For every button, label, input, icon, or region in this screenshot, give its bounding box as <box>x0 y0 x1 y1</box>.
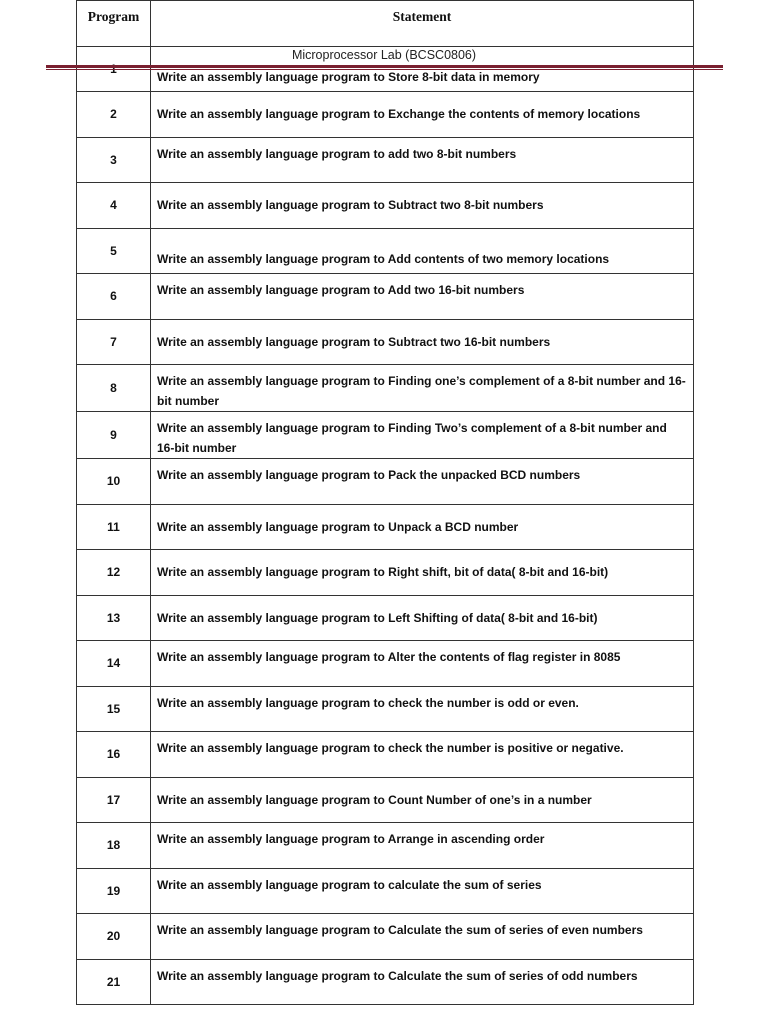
table-row <box>77 183 694 229</box>
program-statement: Write an assembly language program to add two 8-bit numbers <box>151 137 694 183</box>
program-number: 21 <box>77 959 151 1005</box>
table-row <box>77 595 694 641</box>
program-number: 1 <box>77 46 151 92</box>
table-row <box>77 412 694 459</box>
program-statement: Write an assembly language program to Finding Two’s complement of a 8-bit number and 16-bit number <box>151 412 694 459</box>
program-number: 10 <box>77 459 151 505</box>
program-number: 5 <box>77 228 151 274</box>
table-row <box>77 686 694 732</box>
table-row <box>77 777 694 823</box>
program-table-container <box>76 0 693 1005</box>
program-number: 8 <box>77 365 151 412</box>
program-statement: Write an assembly language program to check the number is positive or negative. <box>151 732 694 778</box>
program-number: 12 <box>77 550 151 596</box>
program-number: 15 <box>77 686 151 732</box>
program-statement: Write an assembly language program to calculate the sum of series <box>151 868 694 914</box>
program-statement: Write an assembly language program to Store 8-bit data in memory <box>151 46 694 92</box>
program-number: 4 <box>77 183 151 229</box>
program-number: 2 <box>77 92 151 138</box>
program-statement: Write an assembly language program to Unpack a BCD number <box>151 504 694 550</box>
program-number: 9 <box>77 412 151 459</box>
program-column-header: Program <box>77 1 151 47</box>
statement-column-header: Statement <box>151 1 694 47</box>
table-row <box>77 365 694 412</box>
program-number: 19 <box>77 868 151 914</box>
program-statement: Write an assembly language program to check the number is odd or even. <box>151 686 694 732</box>
table-row <box>77 319 694 365</box>
table-row <box>77 137 694 183</box>
program-number: 20 <box>77 914 151 960</box>
table-row <box>77 459 694 505</box>
table-row <box>77 823 694 869</box>
table-row <box>77 504 694 550</box>
program-number: 3 <box>77 137 151 183</box>
table-row <box>77 914 694 960</box>
program-statement: Write an assembly language program to Alter the contents of flag register in 8085 <box>151 641 694 687</box>
program-statement: Write an assembly language program to Calculate the sum of series of odd numbers <box>151 959 694 1005</box>
program-statement: Write an assembly language program to Add contents of two memory locations <box>151 228 694 274</box>
program-statement: Write an assembly language program to Right shift, bit of data( 8-bit and 16-bit) <box>151 550 694 596</box>
program-statement: Write an assembly language program to Arrange in ascending order <box>151 823 694 869</box>
table-row <box>77 868 694 914</box>
program-statement: Write an assembly language program to Subtract two 16-bit numbers <box>151 319 694 365</box>
program-statement: Write an assembly language program to Left Shifting of data( 8-bit and 16-bit) <box>151 595 694 641</box>
program-statement: Write an assembly language program to Pack the unpacked BCD numbers <box>151 459 694 505</box>
program-statement: Write an assembly language program to Calculate the sum of series of even numbers <box>151 914 694 960</box>
program-statement: Write an assembly language program to Count Number of one’s in a number <box>151 777 694 823</box>
table-row <box>77 46 694 92</box>
table-header-row <box>77 1 694 47</box>
program-number: 11 <box>77 504 151 550</box>
table-row <box>77 641 694 687</box>
table-row <box>77 550 694 596</box>
program-number: 7 <box>77 319 151 365</box>
program-number: 18 <box>77 823 151 869</box>
table-row <box>77 732 694 778</box>
program-statement: Write an assembly language program to Add two 16-bit numbers <box>151 274 694 320</box>
program-number: 6 <box>77 274 151 320</box>
program-number: 16 <box>77 732 151 778</box>
table-row <box>77 959 694 1005</box>
program-statement: Write an assembly language program to Exchange the contents of memory locations <box>151 92 694 138</box>
program-statement: Write an assembly language program to Subtract two 8-bit numbers <box>151 183 694 229</box>
table-row <box>77 228 694 274</box>
table-row <box>77 92 694 138</box>
program-number: 14 <box>77 641 151 687</box>
program-number: 13 <box>77 595 151 641</box>
program-table <box>76 0 694 1005</box>
program-number: 17 <box>77 777 151 823</box>
program-statement: Write an assembly language program to Finding one’s complement of a 8-bit number and 16-bit number <box>151 365 694 412</box>
table-row <box>77 274 694 320</box>
page-header-title: Microprocessor Lab (BCSC0806) <box>291 48 477 62</box>
